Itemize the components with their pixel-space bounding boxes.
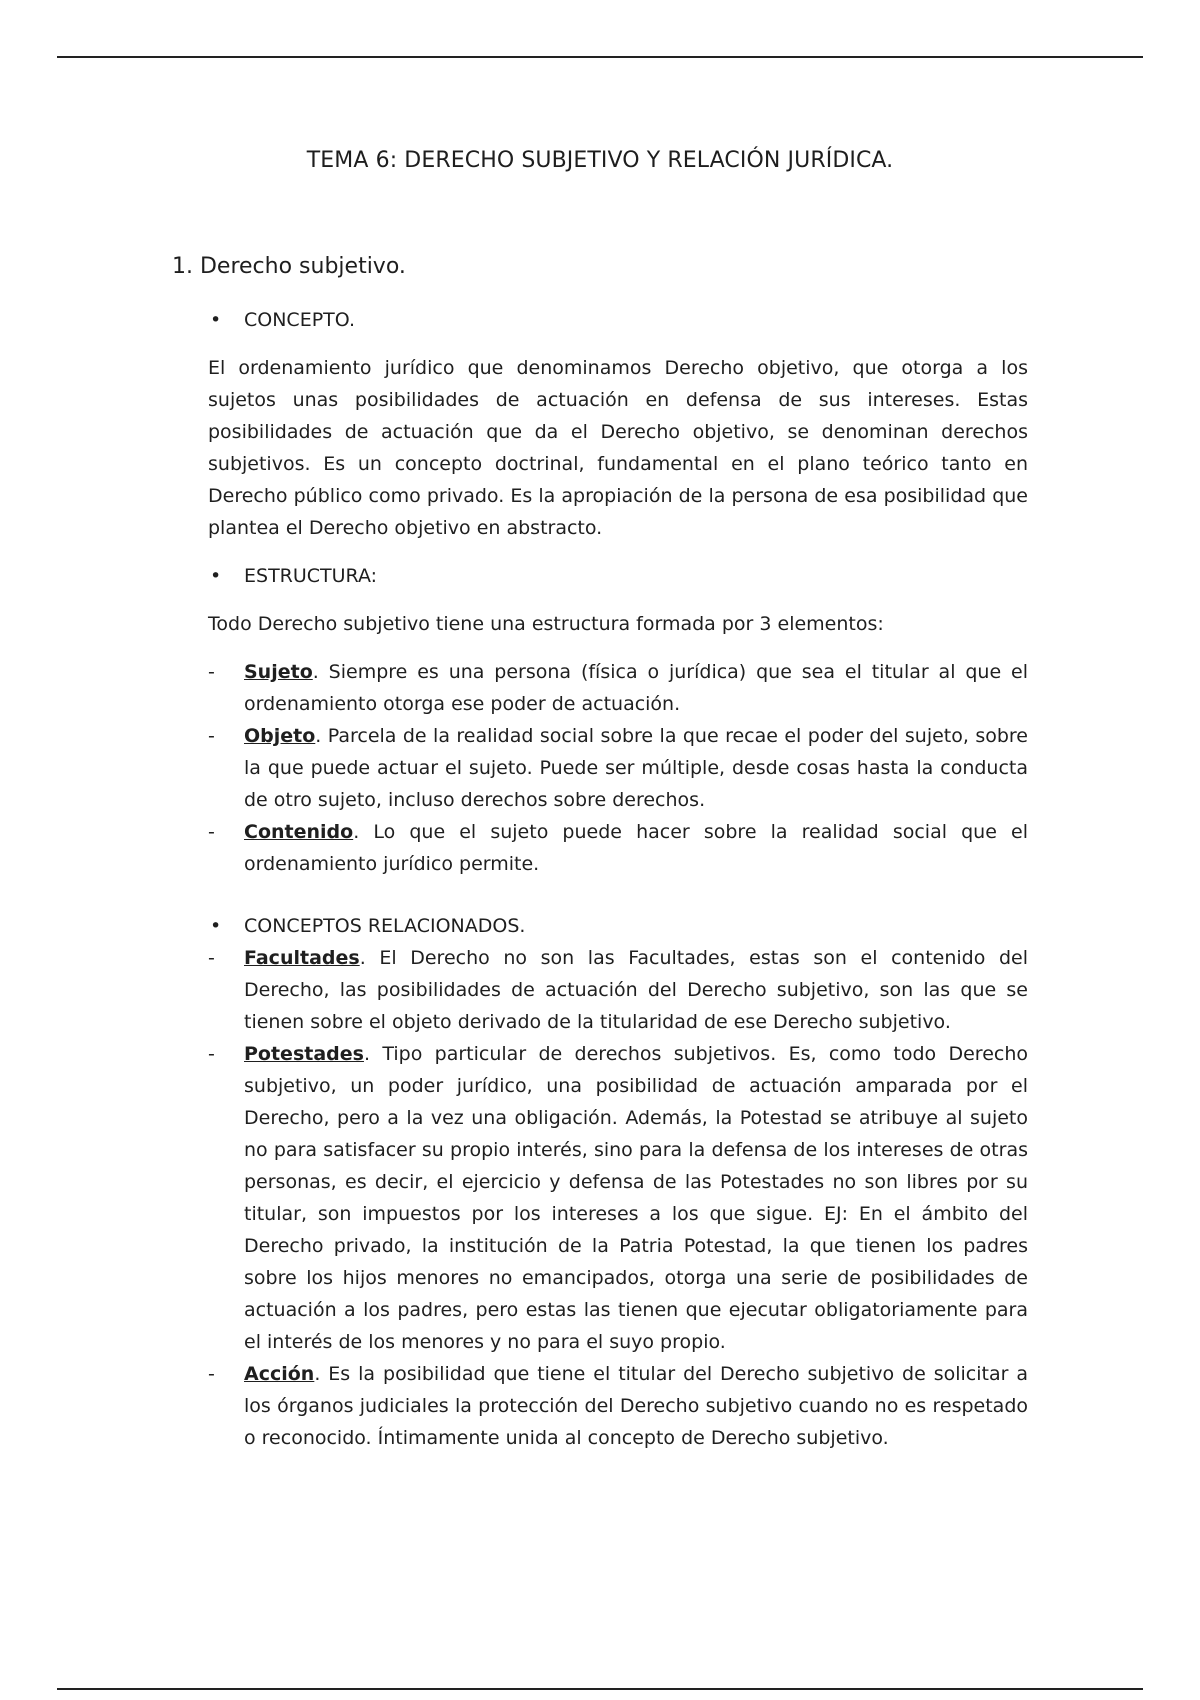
list-item-text: . Parcela de la realidad social sobre la que recae el poder del sujeto, sobre la que puede actuar el sujeto. Puede ser múltiple, desde cosas hasta la conducta de otro sujeto, incluso derechos sobre derechos. [244, 725, 1028, 811]
header-rule [57, 56, 1143, 58]
dash-icon: - [208, 821, 215, 843]
list-item-text: . El Derecho no son las Facultades, estas son el contenido del Derecho, las posibilidades de actuación del Derecho subjetivo, son las que se tienen sobre el objeto derivado de la titularidad de ese Derecho subjetivo. [244, 947, 1028, 1033]
dash-icon: - [208, 1043, 215, 1065]
bullet-label: ESTRUCTURA: [244, 565, 378, 587]
list-item [208, 942, 1028, 1038]
list-item-text: . Lo que el sujeto puede hacer sobre la realidad social que el ordenamiento jurídico permite. [244, 821, 1028, 875]
list-item [208, 816, 1028, 880]
concepto-paragraph: El ordenamiento jurídico que denominamos Derecho objetivo, que otorga a los sujetos unas posibilidades de actuación en defensa de sus intereses. Estas posibilidades de actuación que da el Derecho objetivo, se denominan derechos subjetivos. Es un concepto doctrinal, fundamental en el plano teórico tanto en Derecho público como privado. Es la apropiación de la persona de esa posibilidad que plantea el Derecho objetivo en abstracto. [208, 357, 1028, 539]
list-item-term: Objeto [244, 725, 316, 747]
estructura-intro: Todo Derecho subjetivo tiene una estructura formada por 3 elementos: [208, 613, 884, 635]
bullet-concepto [208, 304, 1028, 336]
list-item [208, 720, 1028, 816]
list-item-text: . Siempre es una persona (física o jurídica) que sea el titular al que el ordenamiento otorga ese poder de actuación. [244, 661, 1028, 715]
dash-icon: - [208, 947, 215, 969]
bullet-estructura [208, 560, 1028, 592]
list-item-text: . Es la posibilidad que tiene el titular del Derecho subjetivo de solicitar a los órganos judiciales la protección del Derecho subjetivo cuando no es respetado o reconocido. Íntimamente unida al concepto de Derecho subjetivo. [244, 1363, 1028, 1449]
list-item [208, 1038, 1028, 1358]
bullet-icon: • [210, 915, 222, 937]
bullet-label: CONCEPTO. [244, 309, 355, 331]
dash-icon: - [208, 1363, 215, 1385]
list-item-term: Acción [244, 1363, 315, 1385]
list-item-text: . Tipo particular de derechos subjetivos. Es, como todo Derecho subjetivo, un poder jurídico, una posibilidad de actuación amparada por el Derecho, pero a la vez una obligación. Además, la Potestad se atribuye al sujeto no para satisfacer su propio interés, sino para la defensa de los intereses de otras personas, es decir, el ejercicio y defensa de las Potestades no son libres por su titular, son impuestos por los intereses a los que sigue. EJ: En el ámbito del Derecho privado, la institución de la Patria Potestad, la que tienen los padres sobre los hijos menores no emancipados, otorga una serie de posibilidades de actuación a los padres, pero estas las tienen que ejecutar obligatoriamente para el interés de los menores y no para el suyo propio. [244, 1043, 1028, 1353]
list-item [208, 1358, 1028, 1454]
list-item-term: Facultades [244, 947, 360, 969]
dash-icon: - [208, 725, 215, 747]
bullet-label: CONCEPTOS RELACIONADOS. [244, 915, 526, 937]
document-title: TEMA 6: DERECHO SUBJETIVO Y RELACIÓN JURÍDICA. [306, 148, 894, 173]
dash-icon: - [208, 661, 215, 683]
bullet-icon: • [210, 565, 222, 587]
list-item-term: Potestades [244, 1043, 364, 1065]
document-body [208, 304, 1028, 1454]
section-heading: 1. Derecho subjetivo. [172, 254, 406, 279]
bullet-relacionados [208, 910, 1028, 942]
list-item-term: Sujeto [244, 661, 313, 683]
list-item [208, 656, 1028, 720]
footer-rule [57, 1688, 1143, 1690]
list-item-term: Contenido [244, 821, 354, 843]
bullet-icon: • [210, 309, 222, 331]
